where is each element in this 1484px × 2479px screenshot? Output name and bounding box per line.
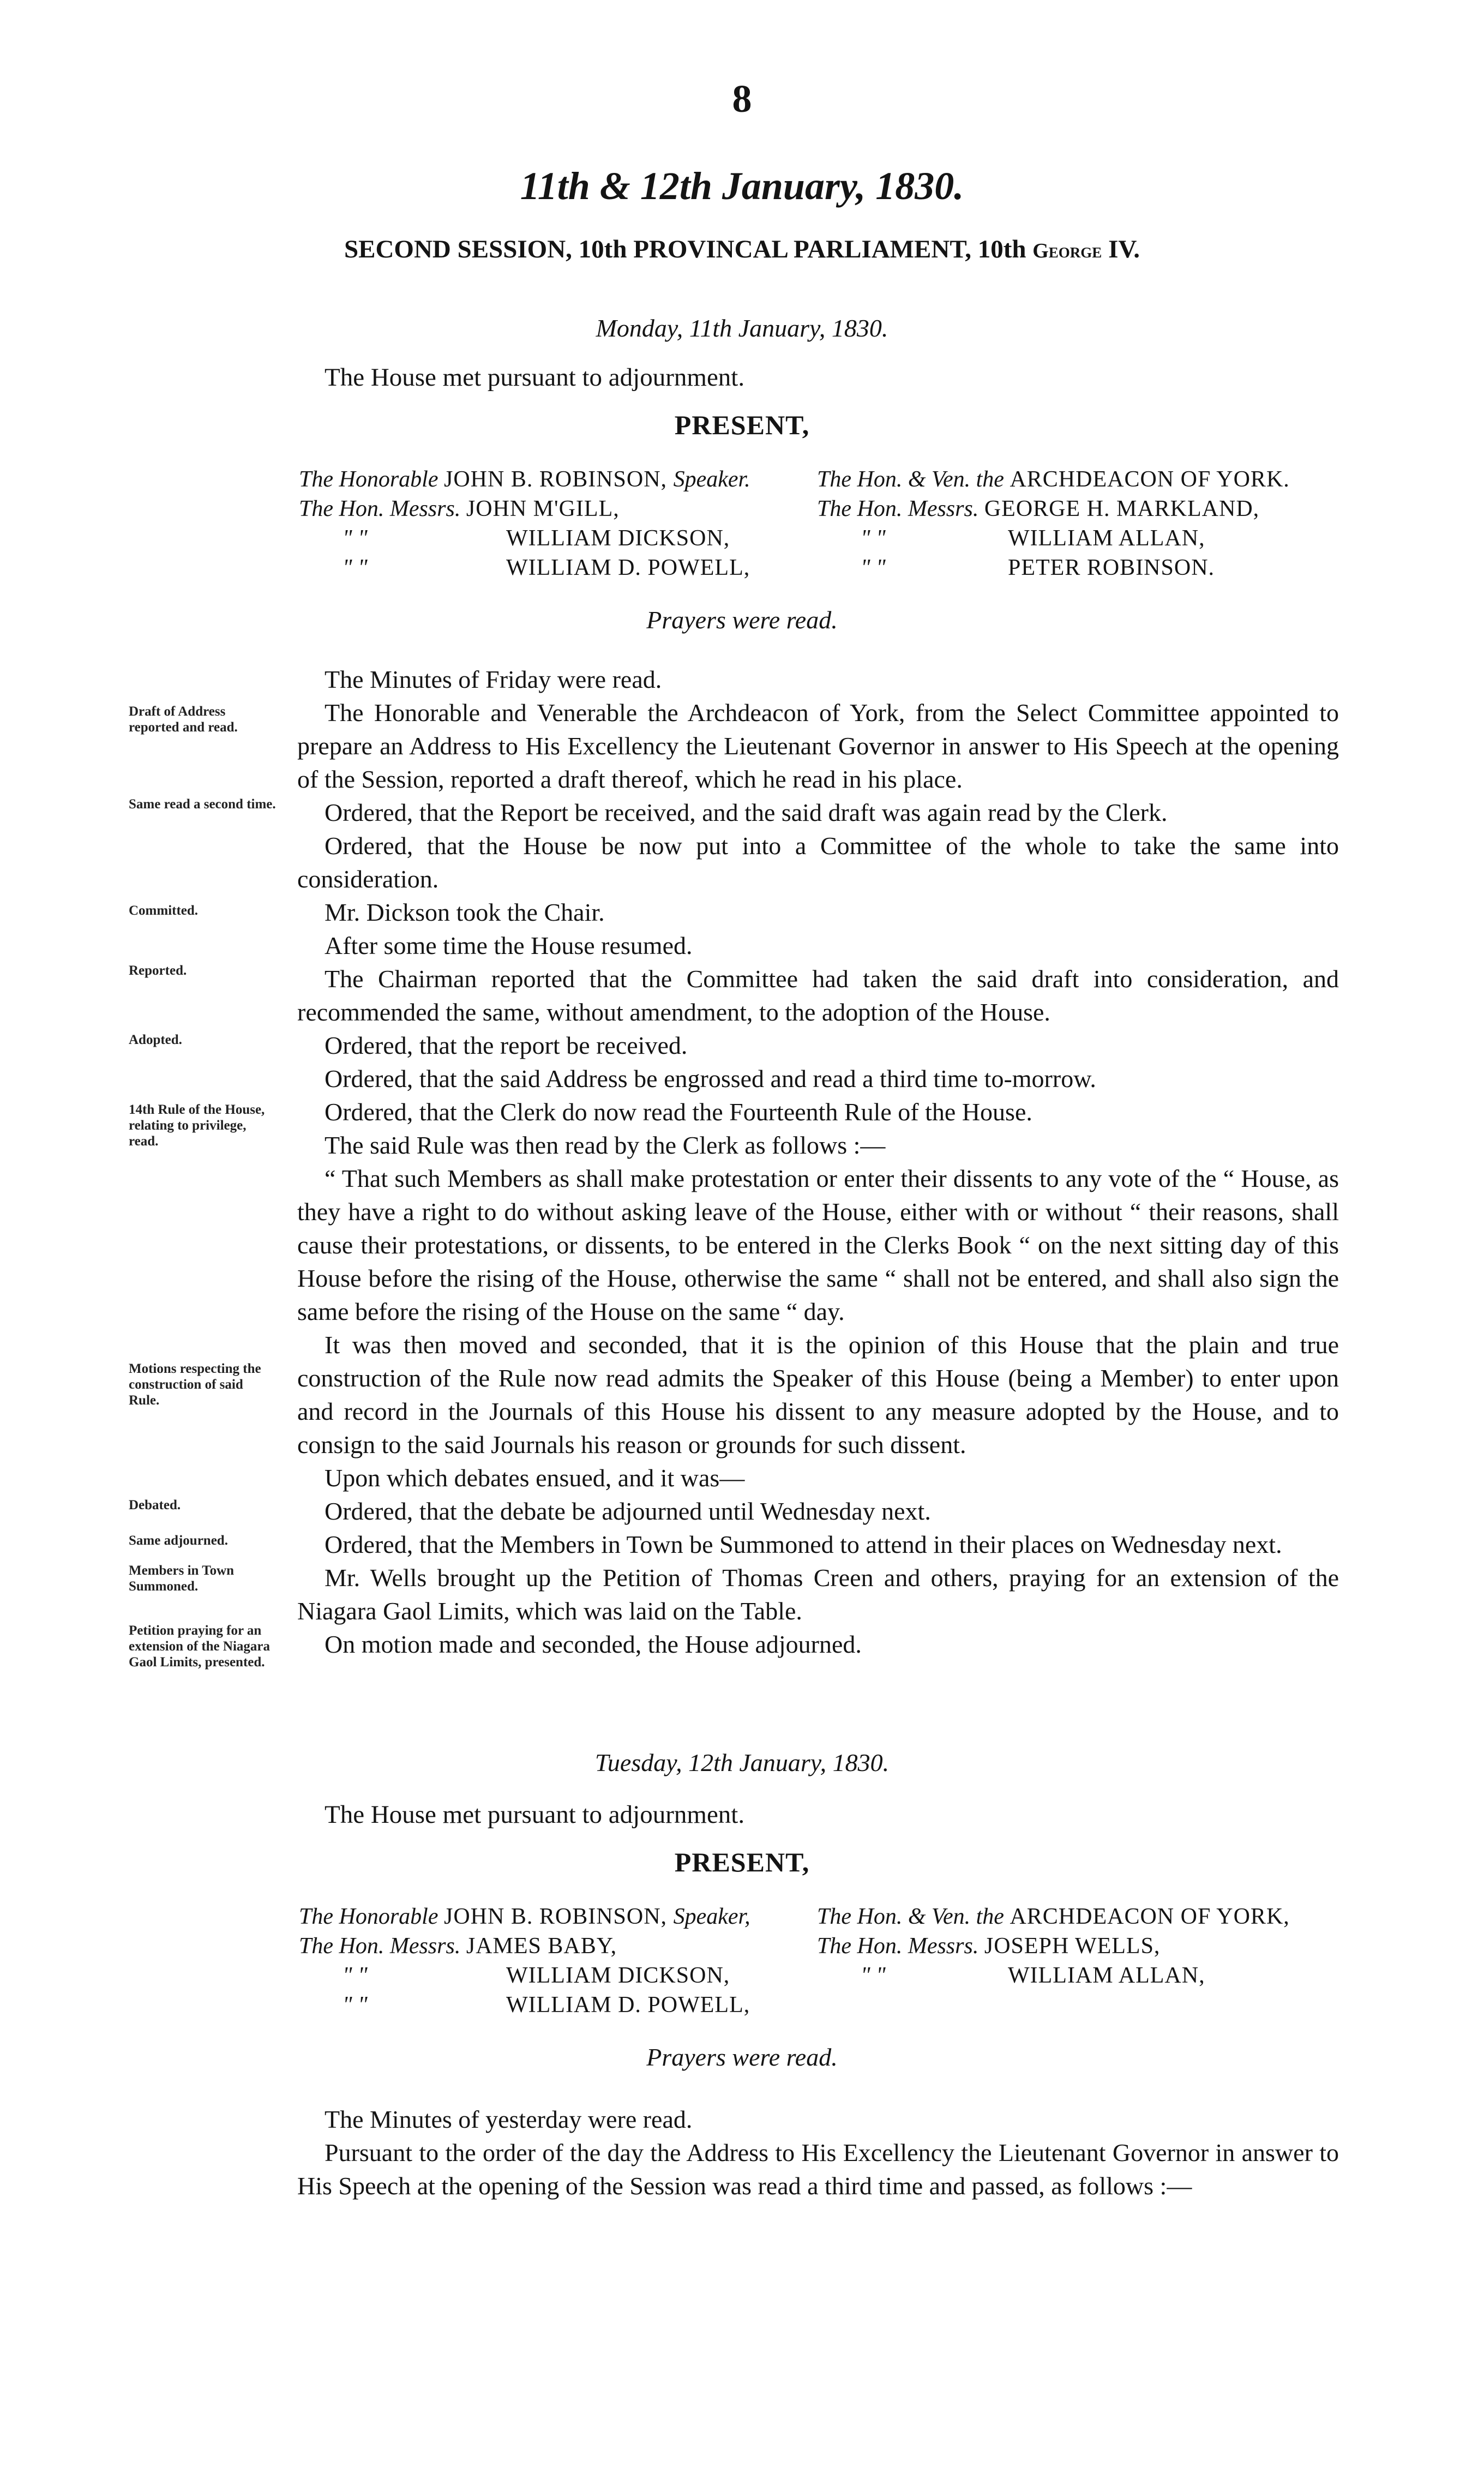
margin-note: Reported. xyxy=(129,963,187,978)
margin-note: Same adjourned. xyxy=(129,1533,228,1548)
member-role: Speaker. xyxy=(673,467,750,492)
member-prefix: " " xyxy=(861,555,886,580)
minute-paragraph: Ordered, that the report be received. xyxy=(325,1031,688,1059)
house-met-tuesday: The House met pursuant to adjournment. xyxy=(325,1800,745,1829)
minute-paragraph: On motion made and seconded, the House adjourned. xyxy=(325,1630,862,1658)
member-prefix: The Hon. Messrs. xyxy=(299,496,461,521)
member-role: Speaker, xyxy=(673,1904,750,1929)
member-prefix: The Hon. Messrs. xyxy=(817,496,979,521)
roster-row xyxy=(299,466,1362,496)
member-name: ARCHDEACON OF YORK, xyxy=(1010,1904,1290,1929)
minute-paragraph: The Minutes of yesterday were read. xyxy=(325,2105,693,2133)
member-prefix: " " xyxy=(861,526,886,551)
roster-row xyxy=(299,496,1362,525)
proceedings-monday xyxy=(297,663,1339,1661)
member-name: ARCHDEACON OF YORK. xyxy=(1010,467,1290,492)
session-heading-regnal: IV. xyxy=(1102,235,1140,263)
member-name: JOHN B. ROBINSON, xyxy=(444,467,674,492)
minute-paragraph: Ordered, that the Clerk do now read the Fourteenth Rule of the House. xyxy=(325,1098,1032,1126)
minute-paragraph: The Chairman reported that the Committee had taken the said draft into consideration, and recommended the same, without amendment, to the adoption of the House. xyxy=(297,965,1339,1026)
present-label-monday: PRESENT, xyxy=(674,410,810,440)
roster-row xyxy=(299,525,1362,555)
member-name: WILLIAM D. POWELL, xyxy=(506,1992,750,2018)
roster-row xyxy=(299,1933,1362,1962)
minute-paragraph: Mr. Wells brought up the Petition of Thomas Creen and others, praying for an extension of the Niagara Gaol Limits, which was laid on the Table. xyxy=(297,1564,1339,1625)
member-name: WILLIAM DICKSON, xyxy=(506,1963,730,1988)
roster-row xyxy=(299,1962,1362,1992)
margin-note: Motions respecting the construction of said Rule. xyxy=(129,1361,261,1408)
minute-paragraph: The Honorable and Venerable the Archdeacon of York, from the Select Committee appointed to prepare an Address to His Excellency the Lieutenant Governor in answer to His Speech at the opening of the Session, reported a draft thereof, which he read in his place. xyxy=(297,699,1339,793)
member-name: JAMES BABY, xyxy=(466,1934,617,1959)
minute-paragraph: The said Rule was then read by the Clerk as follows :— xyxy=(325,1131,886,1159)
member-name: WILLIAM ALLAN, xyxy=(1008,1963,1205,1988)
member-prefix: The Hon. & Ven. the xyxy=(817,467,1004,492)
member-prefix: The Hon. & Ven. the xyxy=(817,1904,1004,1929)
margin-note: Draft of Address reported and read. xyxy=(129,704,238,735)
prayers-read-tuesday: Prayers were read. xyxy=(646,2043,838,2071)
members-roster-tuesday xyxy=(299,1904,1362,2021)
minute-paragraph: Mr. Dickson took the Chair. xyxy=(325,898,605,926)
member-prefix: " " xyxy=(861,1963,886,1988)
page-number: 8 xyxy=(732,77,752,121)
minute-paragraph: Pursuant to the order of the day the Address to His Excellency the Lieutenant Governor in answer to His Speech at the opening of the Session was read a third time and passed, as follows :— xyxy=(297,2139,1339,2200)
minute-paragraph: Upon which debates ensued, and it was— xyxy=(325,1464,745,1492)
minute-paragraph: After some time the House resumed. xyxy=(325,932,693,959)
present-label-tuesday: PRESENT, xyxy=(674,1847,810,1877)
member-prefix: The Hon. Messrs. xyxy=(299,1934,461,1959)
member-name: WILLIAM DICKSON, xyxy=(506,526,730,551)
margin-note: Committed. xyxy=(129,903,199,918)
minute-paragraph: Ordered, that the debate be adjourned until Wednesday next. xyxy=(325,1497,931,1525)
member-name: WILLIAM ALLAN, xyxy=(1008,526,1205,551)
rule-quotation: “ That such Members as shall make protestation or enter their dissents to any vote of the “ House, as they have a right to do without asking leave of the House, either with or without “ their reasons, shall cause their protestations, or dissents, to be entered in the Clerks Book “ on the next sitting day of this House before the rising of the House, otherwise the same “ shall not be entered, and shall also sign the same before the rising of the House on the same “ day. xyxy=(297,1165,1339,1325)
member-prefix: The Hon. Messrs. xyxy=(817,1934,979,1959)
roster-row xyxy=(299,555,1362,584)
member-prefix: " " xyxy=(343,1992,368,2018)
margin-note: Members in Town Summoned. xyxy=(129,1563,235,1594)
member-name: JOHN M'GILL, xyxy=(466,496,620,521)
member-prefix: The Honorable xyxy=(299,467,438,492)
minute-paragraph: Ordered, that the Report be received, and the said draft was again read by the Clerk. xyxy=(325,799,1168,826)
date-heading: 11th & 12th January, 1830. xyxy=(520,164,964,208)
proceedings-tuesday xyxy=(297,2103,1339,2202)
session-heading xyxy=(0,235,1484,264)
session-heading-king: George xyxy=(1032,239,1102,262)
member-prefix: " " xyxy=(343,555,368,580)
margin-note: Debated. xyxy=(129,1498,181,1512)
margin-note: Same read a second time. xyxy=(129,797,276,812)
member-name: JOSEPH WELLS, xyxy=(984,1934,1161,1959)
members-roster-monday xyxy=(299,466,1362,584)
day-heading-tuesday: Tuesday, 12th January, 1830. xyxy=(594,1749,890,1776)
margin-note: 14th Rule of the House, relating to privilege, read. xyxy=(129,1102,265,1149)
member-name: WILLIAM D. POWELL, xyxy=(506,555,750,580)
minute-paragraph: Ordered, that the House be now put into a Committee of the whole to take the same into consideration. xyxy=(297,832,1339,893)
day-heading-monday: Monday, 11th January, 1830. xyxy=(596,314,888,342)
minute-paragraph: It was then moved and seconded, that it is the opinion of this House that the plain and true construction of the Rule now read admits the Speaker of this House (being a Member) to enter upon and record in the Journals of this House his dissent to any measure adopted by the House, and to consign to the said Journals his reason or grounds for such dissent. xyxy=(297,1331,1339,1458)
margin-note: Adopted. xyxy=(129,1033,182,1047)
member-name: PETER ROBINSON. xyxy=(1008,555,1215,580)
member-prefix: The Honorable xyxy=(299,1904,438,1929)
member-prefix: " " xyxy=(343,1963,368,1988)
roster-row xyxy=(299,1992,1362,2021)
house-met-monday: The House met pursuant to adjournment. xyxy=(325,363,745,392)
prayers-read-monday: Prayers were read. xyxy=(646,606,838,634)
member-name: GEORGE H. MARKLAND, xyxy=(984,496,1260,521)
member-name: JOHN B. ROBINSON, xyxy=(444,1904,674,1929)
margin-note: Petition praying for an extension of the Niagara Gaol Limits, presented. xyxy=(129,1623,270,1670)
session-heading-main: SECOND SESSION, 10th PROVINCAL PARLIAMENT, 10th xyxy=(344,235,1033,263)
minute-paragraph: The Minutes of Friday were read. xyxy=(325,665,662,693)
roster-row xyxy=(299,1904,1362,1933)
member-prefix: " " xyxy=(343,526,368,551)
minute-paragraph: Ordered, that the said Address be engrossed and read a third time to-morrow. xyxy=(325,1065,1096,1093)
minute-paragraph: Ordered, that the Members in Town be Summoned to attend in their places on Wednesday next. xyxy=(325,1530,1282,1558)
